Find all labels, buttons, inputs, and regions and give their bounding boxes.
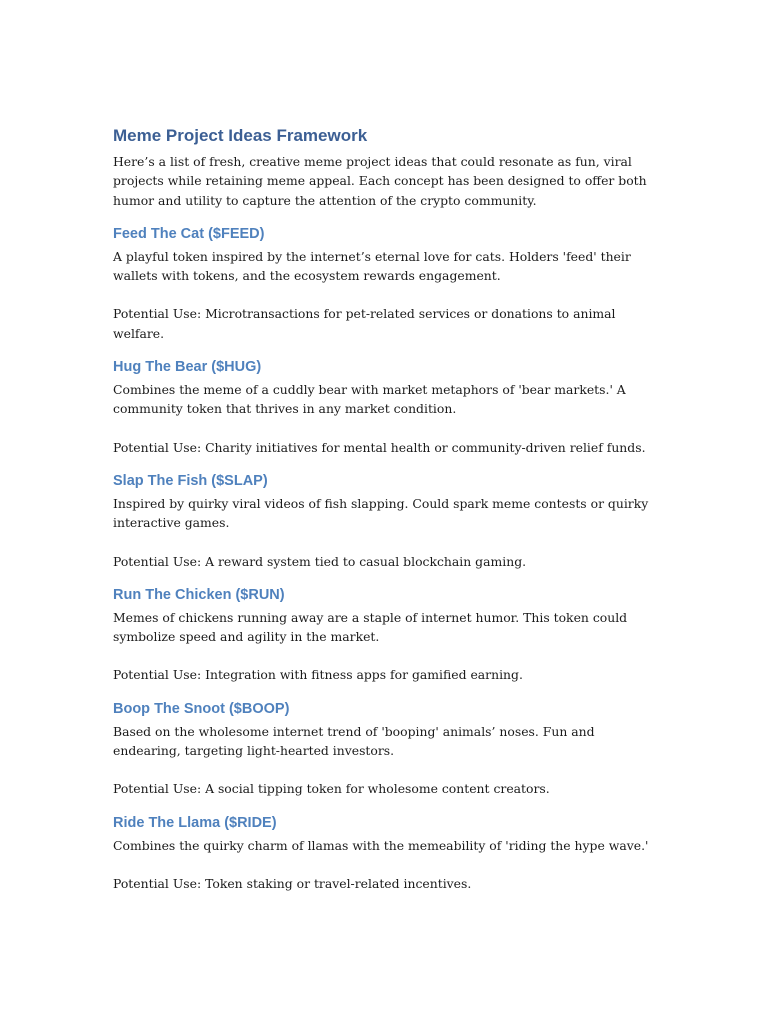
section-potential-use: Potential Use: Integration with fitness apps for gamified earning. — [113, 667, 523, 683]
section-run-the-chicken — [113, 585, 658, 685]
section-description: A playful token inspired by the internet’s eternal love for cats. Holders 'feed' their wallets with tokens, and the ecosystem rewards engagement. — [113, 248, 631, 284]
document-page — [113, 124, 658, 893]
section-potential-use: Potential Use: A reward system tied to casual blockchain gaming. — [113, 553, 527, 569]
section-description: Combines the meme of a cuddly bear with market metaphors of 'bear markets.' A community token that thrives in any market condition. — [113, 382, 626, 417]
section-potential-use: Potential Use: Microtransactions for pet-related services or donations to animal welfare. — [113, 306, 616, 341]
section-feed-the-cat — [113, 224, 658, 343]
section-description: Inspired by quirky viral videos of fish slapping. Could spark meme contests or quirky interactive games. — [113, 495, 649, 531]
section-description: Memes of chickens running away are a staple of internet humor. This token could symbolize speed and agility in the market. — [113, 609, 628, 645]
section-potential-use: Potential Use: Token staking or travel-related incentives. — [113, 875, 472, 891]
section-heading: Hug The Bear ($HUG) — [113, 359, 262, 376]
section-description: Combines the quirky charm of llamas with the memeability of 'riding the hype wave.' — [113, 837, 649, 853]
section-hug-the-bear — [113, 357, 658, 457]
section-heading: Ride The Llama ($RIDE) — [113, 814, 277, 831]
document-title: Meme Project Ideas Framework — [113, 126, 368, 145]
section-slap-the-fish — [113, 471, 658, 571]
section-heading: Boop The Snoot ($BOOP) — [113, 700, 290, 717]
section-ride-the-llama — [113, 813, 658, 894]
section-heading: Feed The Cat ($FEED) — [113, 225, 265, 242]
section-boop-the-snoot — [113, 699, 658, 799]
section-potential-use: Potential Use: A social tipping token for wholesome content creators. — [113, 781, 550, 797]
intro-paragraph: Here’s a list of fresh, creative meme project ideas that could resonate as fun, viral projects while retaining meme appeal. Each concept has been designed to offer both humor and utility to capture the attention of the crypto community. — [113, 154, 647, 208]
section-heading: Run The Chicken ($RUN) — [113, 586, 285, 603]
section-potential-use: Potential Use: Charity initiatives for mental health or community-driven relief funds. — [113, 439, 646, 455]
section-description: Based on the wholesome internet trend of 'booping' animals’ noses. Fun and endearing, targeting light-hearted investors. — [113, 723, 595, 759]
section-heading: Slap The Fish ($SLAP) — [113, 472, 268, 489]
